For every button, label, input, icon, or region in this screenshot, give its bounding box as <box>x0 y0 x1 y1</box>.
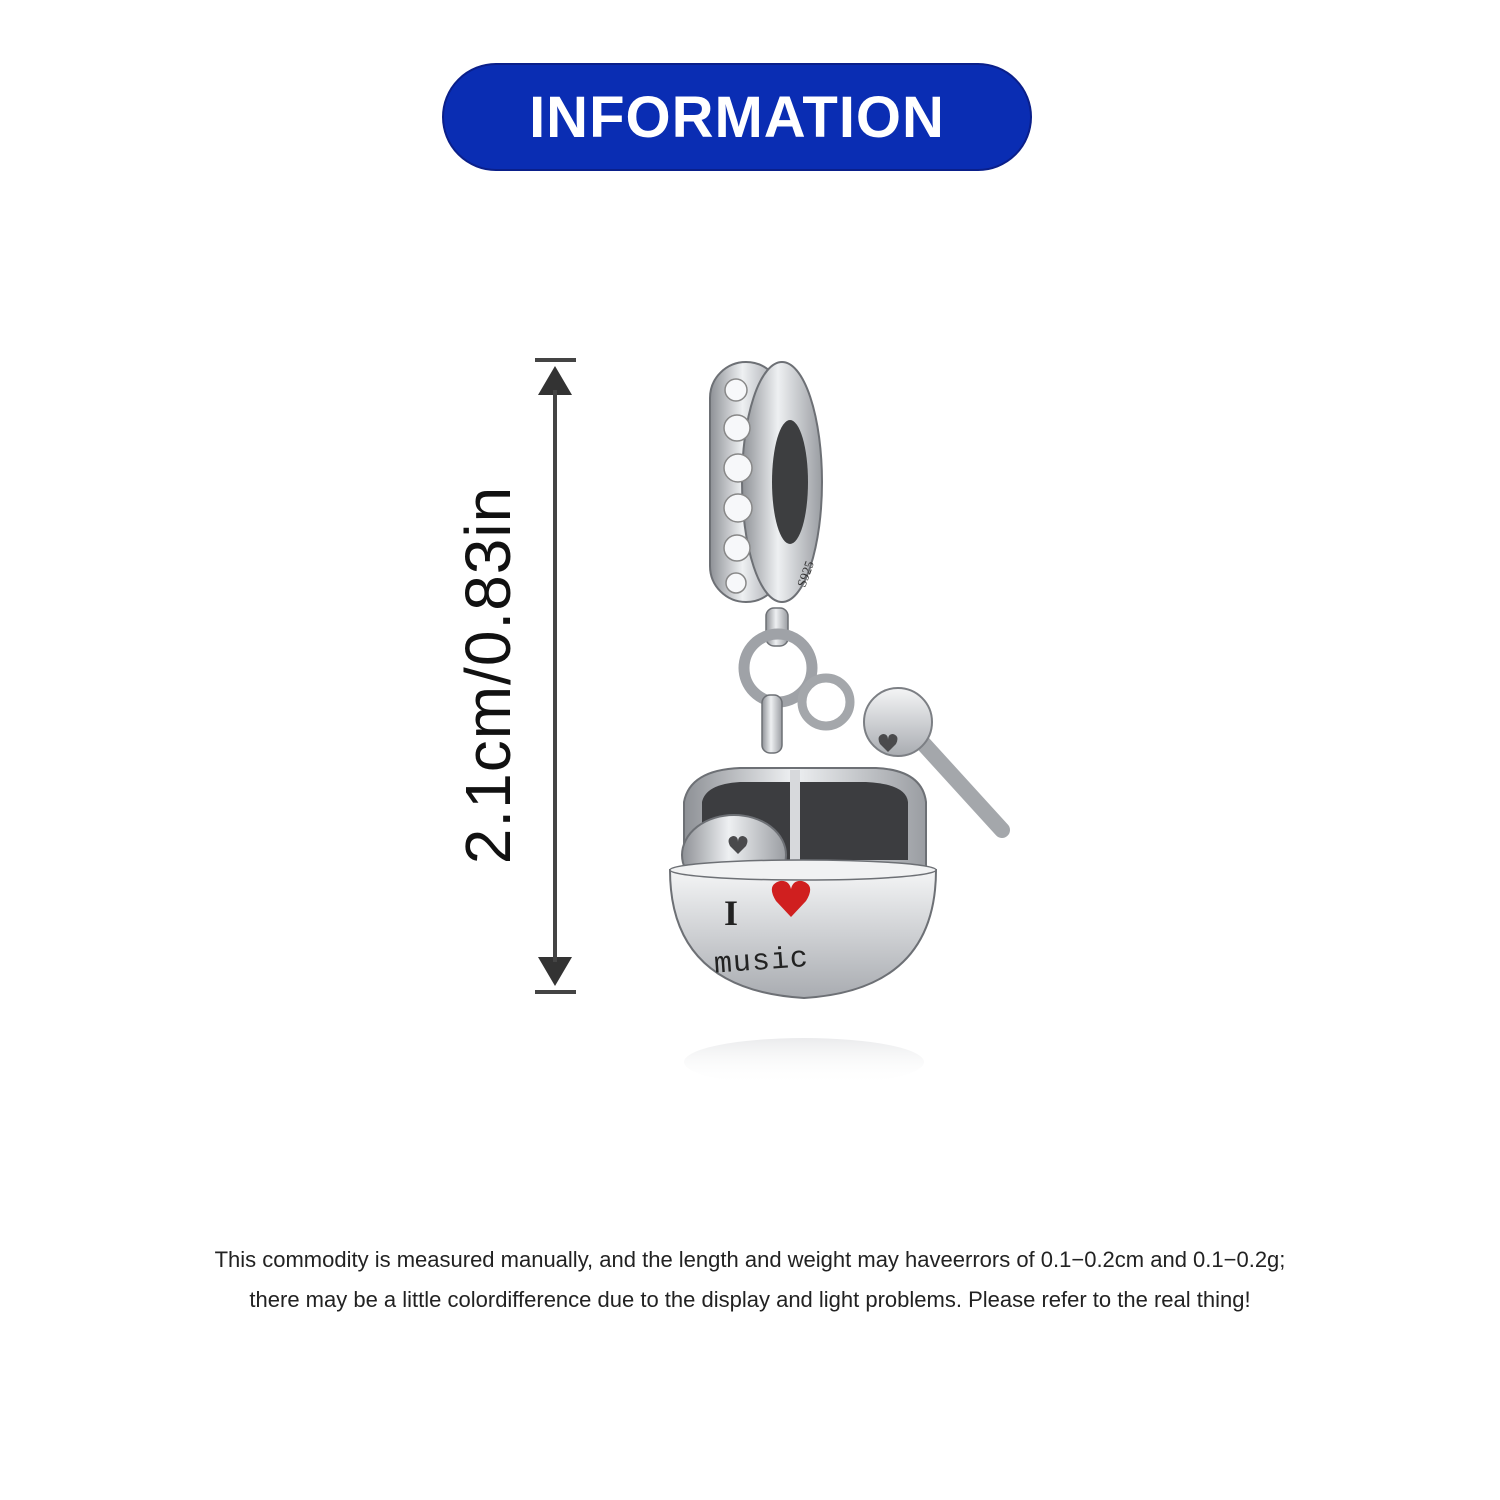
product-image <box>640 350 1060 1090</box>
disclaimer-line-2: there may be a little colordifference due to the display and light problems. Please refer to the real thing! <box>249 1287 1251 1312</box>
badge-title: INFORMATION <box>529 84 945 150</box>
engraving-music: music <box>712 942 811 983</box>
dimension-label: 2.1cm/0.83in <box>452 485 524 865</box>
headphone-charm <box>670 768 936 998</box>
disclaimer-line-1: This commodity is measured manually, and the length and weight may haveerrors of 0.1−0.2cm and 0.1−0.2g; <box>214 1247 1286 1272</box>
stamp-text: S925 <box>793 558 817 590</box>
dimension-arrow <box>520 350 600 1000</box>
information-badge <box>442 63 1032 171</box>
engraving-i: I <box>724 893 739 933</box>
